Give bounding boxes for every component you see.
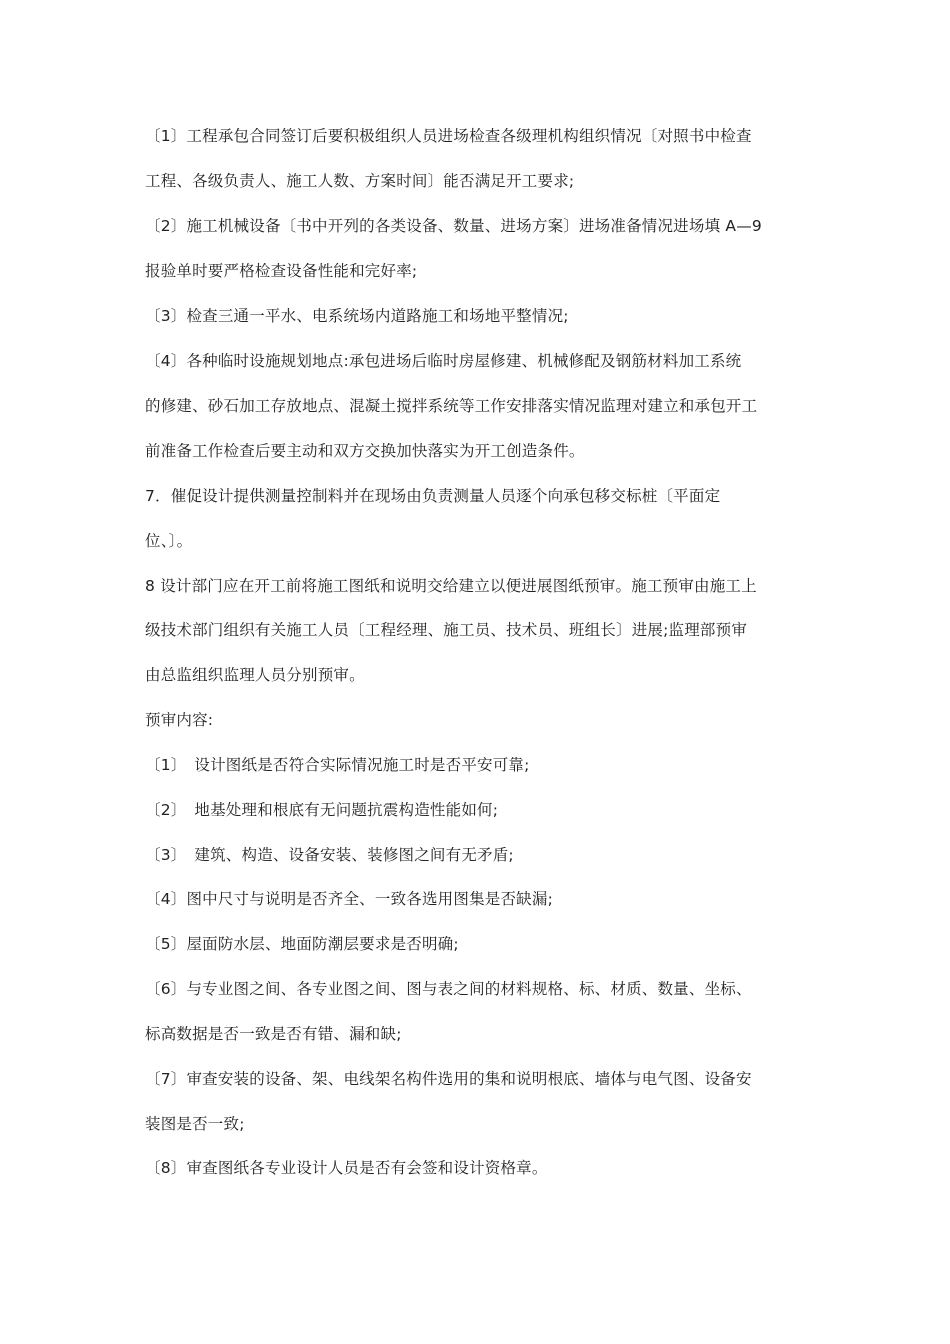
text-line: 〔2〕施工机械设备〔书中开列的各类设备、数量、进场方案〕进场准备情况进场填 A—9	[145, 217, 762, 235]
text-line: 位、〕。	[145, 532, 193, 550]
text-line: 〔5〕屋面防水层、地面防潮层要求是否明确;	[145, 935, 459, 953]
text-line: 工程、各级负责人、施工人数、方案时间〕能否满足开工要求;	[145, 172, 575, 190]
text-line: 〔4〕各种临时设施规划地点:承包进场后临时房屋修建、机械修配及钢筋材料加工系统	[145, 352, 742, 370]
text-line: 由总监组织监理人员分别预审。	[145, 666, 365, 684]
text-line: 〔6〕与专业图之间、各专业图之间、图与表之间的材料规格、标、材质、数量、坐标、	[145, 980, 752, 998]
text-line: 8 设计部门应在开工前将施工图纸和说明交给建立以便进展图纸预审。施工预审由施工上	[145, 577, 757, 595]
text-line: 〔8〕审查图纸各专业设计人员是否有会签和设计资格章。	[145, 1159, 548, 1177]
text-line: 7．催促设计提供测量控制料并在现场由负责测量人员逐个向承包移交标桩〔平面定	[145, 487, 721, 505]
text-line: 〔1〕工程承包合同签订后要积极组织人员进场检查各级理机构组织情况〔对照书中检查	[145, 127, 752, 145]
text-line: 〔4〕图中尺寸与说明是否齐全、一致各选用图集是否缺漏;	[145, 890, 553, 908]
text-line: 前准备工作检查后要主动和双方交换加快落实为开工创造条件。	[145, 442, 585, 460]
text-line: 报验单时要严格检查设备性能和完好率;	[145, 262, 418, 280]
text-line: 〔1〕 设计图纸是否符合实际情况施工时是否平安可靠;	[145, 756, 530, 774]
text-line: 的修建、砂石加工存放地点、混凝土搅拌系统等工作安排落实情况监理对建立和承包开工	[145, 397, 758, 415]
text-line: 预审内容:	[145, 711, 214, 729]
text-line: 〔3〕检查三通一平水、电系统场内道路施工和场地平整情况;	[145, 307, 569, 325]
text-line: 标高数据是否一致是否有错、漏和缺;	[145, 1025, 402, 1043]
text-line: 装图是否一致;	[145, 1115, 245, 1133]
text-line: 〔7〕审查安装的设备、架、电线架名构件选用的集和说明根底、墙体与电气图、设备安	[145, 1070, 752, 1088]
text-line: 〔2〕 地基处理和根底有无问题抗震构造性能如何;	[145, 801, 499, 819]
text-line: 〔3〕 建筑、构造、设备安装、装修图之间有无矛盾;	[145, 846, 514, 864]
text-line: 级技术部门组织有关施工人员〔工程经理、施工员、技术员、班组长〕进展;监理部预审	[145, 621, 748, 639]
